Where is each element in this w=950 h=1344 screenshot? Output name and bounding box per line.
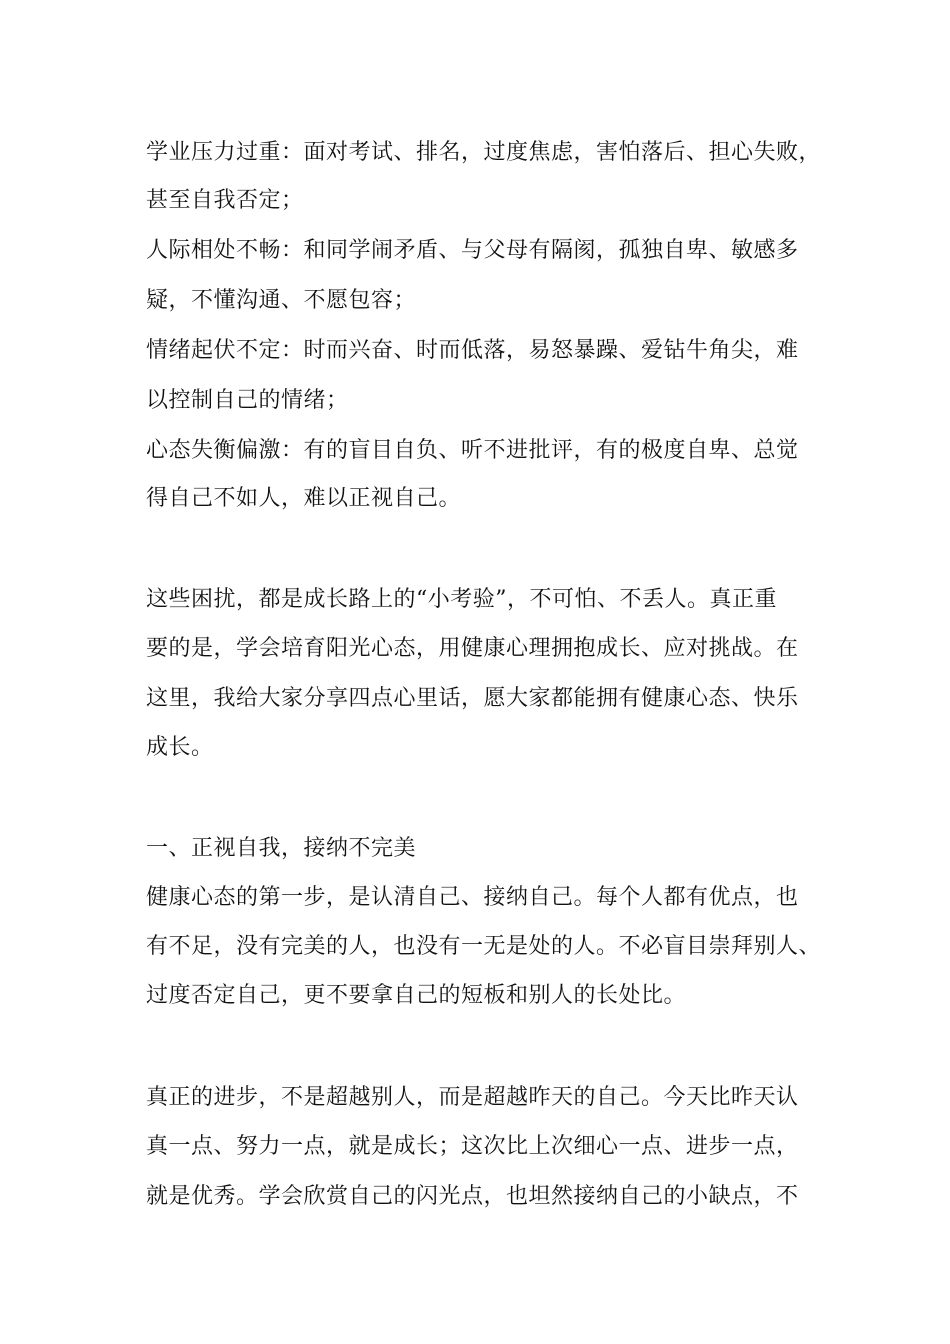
text-line: 就是优秀。学会欣赏自己的闪光点，也坦然接纳自己的小缺点，不 [146, 1184, 799, 1209]
text-line: 这些困扰，都是成长路上的“小考验”，不可怕、不丢人。真正重 [146, 587, 777, 612]
text-line: 甚至自我否定； [146, 188, 304, 213]
text-line: 疑，不懂沟通、不愿包容； [146, 288, 417, 313]
text-line: 真一点、努力一点，就是成长；这次比上次细心一点、进步一点， [146, 1134, 799, 1159]
text-line: 真正的进步，不是超越别人，而是超越昨天的自己。今天比昨天认 [146, 1085, 799, 1110]
text-line: 人际相处不畅：和同学闹矛盾、与父母有隔阂，孤独自卑、敏感多 [146, 238, 799, 263]
text-line: 有不足，没有完美的人，也没有一无是处的人。不必盲目崇拜别人、 [146, 934, 822, 959]
text-line: 以控制自己的情绪； [146, 388, 349, 413]
text-line: 健康心态的第一步，是认清自己、接纳自己。每个人都有优点，也 [146, 885, 799, 910]
text-line: 要的是，学会培育阳光心态，用健康心理拥抱成长、应对挑战。在 [146, 636, 799, 661]
text-line: 这里，我给大家分享四点心里话，愿大家都能拥有健康心态、快乐 [146, 686, 799, 711]
text-line: 情绪起伏不定：时而兴奋、时而低落，易怒暴躁、爱钻牛角尖，难 [146, 338, 799, 363]
text-line: 过度否定自己，更不要拿自己的短板和别人的长处比。 [146, 983, 687, 1008]
text-line: 心态失衡偏激：有的盲目自负、听不进批评，有的极度自卑、总觉 [146, 438, 799, 463]
section-heading: 一、正视自我，接纳不完美 [146, 836, 417, 861]
text-line: 得自己不如人，难以正视自己。 [146, 486, 462, 511]
text-line: 成长。 [146, 735, 214, 760]
text-line: 学业压力过重：面对考试、排名，过度焦虑，害怕落后、担心失败， [146, 140, 822, 165]
